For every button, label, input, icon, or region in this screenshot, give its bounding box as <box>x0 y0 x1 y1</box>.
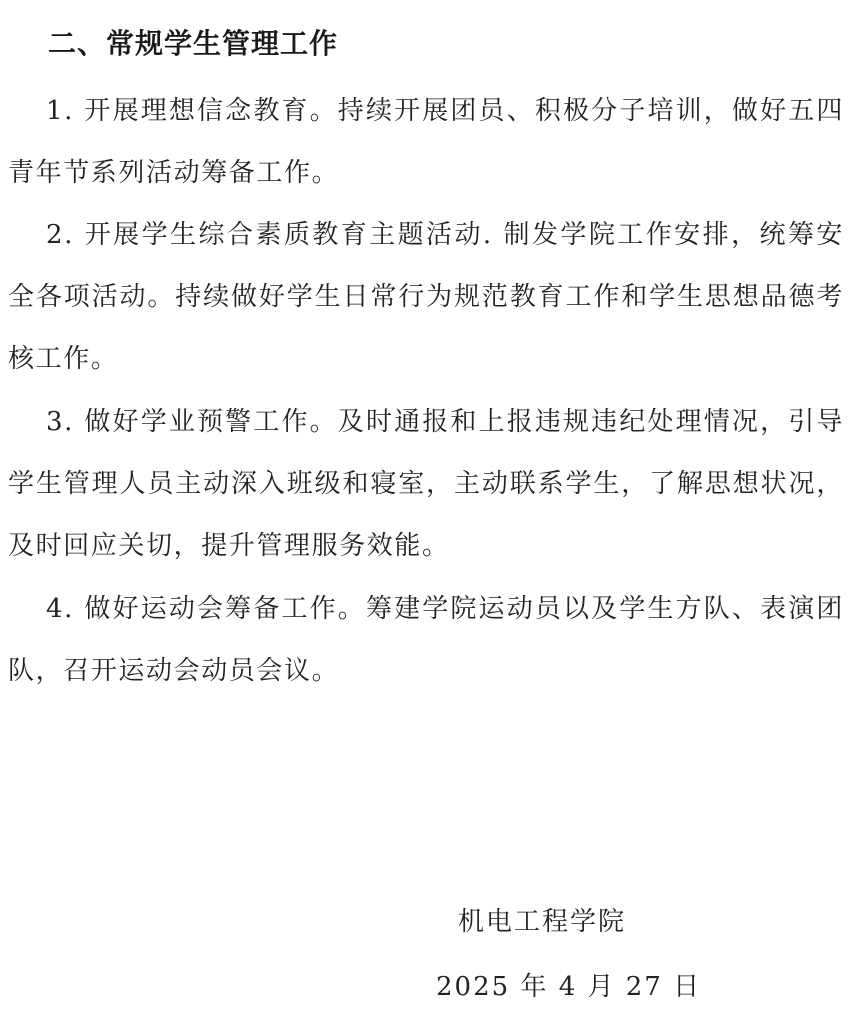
paragraph-quality-education: 2. 开展学生综合素质教育主题活动. 制发学院工作安排，统筹安全各项活动。持续做好学生日常行为规范教育工作和学生思想品德考核工作。 <box>8 220 844 374</box>
signature-organization: 机电工程学院 <box>458 907 627 937</box>
paragraph-sports-meeting: 4. 做好运动会筹备工作。筹建学院运动员以及学生方队、表演团队，召开运动会动员会议。 <box>8 594 844 686</box>
signature-date: 2025 年 4 月 27 日 <box>436 972 702 1002</box>
section-heading: 二、常规学生管理工作 <box>48 27 339 60</box>
paragraph-ideals-education: 1. 开展理想信念教育。持续开展团员、积极分子培训，做好五四青年节系列活动筹备工作。 <box>8 96 844 188</box>
paragraph-academic-warning: 3. 做好学业预警工作。及时通报和上报违规违纪处理情况，引导学生管理人员主动深入班级和寝室，主动联系学生，了解思想状况，及时回应关切，提升管理服务效能。 <box>8 407 844 561</box>
